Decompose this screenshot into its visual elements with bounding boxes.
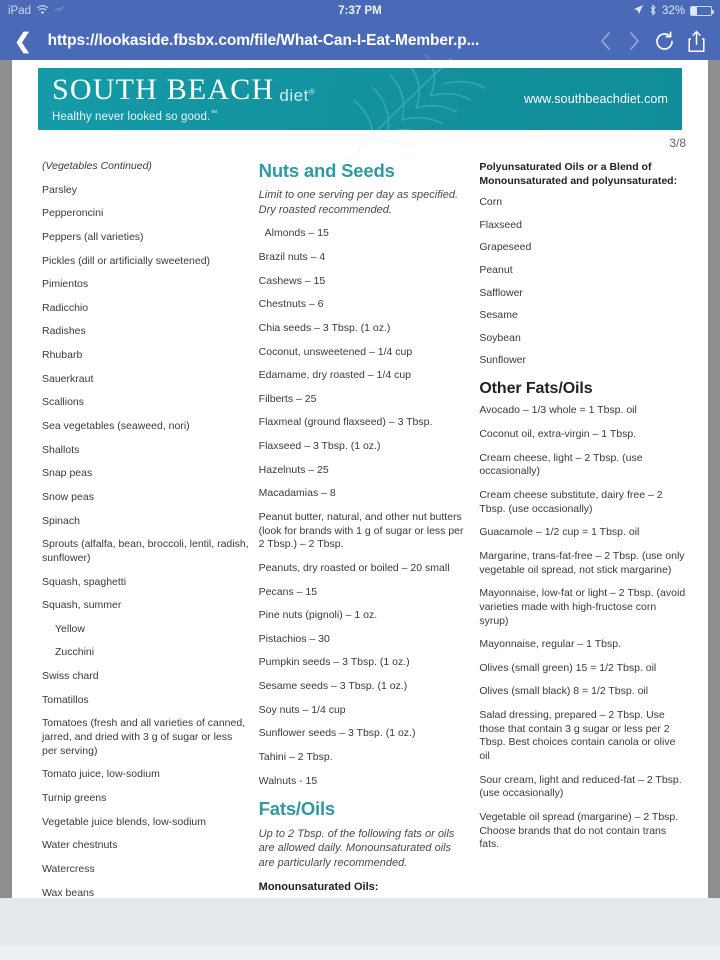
list-item: Chestnuts – 6 (258, 298, 324, 311)
list-item: Mayonnaise, regular – 1 Tbsp. (479, 638, 621, 651)
viewport-bottom-band (0, 946, 720, 960)
ios-status-bar (0, 0, 720, 22)
list-item: Soy nuts – 1/4 cup (258, 703, 346, 716)
bluetooth-icon (649, 4, 657, 19)
network-activity-icon (54, 5, 65, 17)
list-item: Pimientos (42, 278, 89, 291)
column-vegetables (42, 160, 259, 910)
list-item: Pine nuts (pignoli) – 1 oz. (258, 609, 378, 622)
browser-toolbar (0, 22, 720, 60)
list-item: Squash, summer (42, 599, 122, 612)
list-item: Almonds – 15 (264, 227, 329, 240)
list-item: Sprouts (alfalfa, bean, broccoli, lentil, radish, sunflower) (42, 538, 249, 564)
list-item: Vegetable juice blends, low-sodium (42, 815, 207, 828)
list-item: Flaxseed – 3 Tbsp. (1 oz.) (258, 440, 381, 453)
list-item: Corn (479, 195, 503, 208)
list-item: Vegetable oil spread (margarine) – 2 Tbsp. Choose brands that do not contain trans fats. (479, 810, 679, 851)
list-item: Sea vegetables (seaweed, nori) (42, 420, 190, 433)
list-item: Sour cream, light and reduced-fat – 2 Tbsp. (use occasionally) (479, 773, 682, 800)
list-item: Sesame seeds – 3 Tbsp. (1 oz.) (258, 680, 408, 693)
list-item: Pepperoncini (42, 207, 104, 220)
nav-back-button[interactable] (598, 30, 614, 52)
list-item: Coconut, unsweetened – 1/4 cup (258, 345, 413, 358)
list-item: Pumpkin seeds – 3 Tbsp. (1 oz.) (258, 656, 410, 669)
list-item: Mayonnaise, low-fat or light – 2 Tbsp. (avoid varieties made with high-fructose corn syrup) (479, 587, 686, 627)
app-back-button[interactable]: ❮ (14, 29, 32, 53)
list-item: Salad dressing, prepared – 2 Tbsp. Use those that contain 3 g sugar or less per 2 Tbsp. Best choices contain canola or olive oil (479, 709, 676, 763)
list-item: Guacamole – 1/2 cup = 1 Tbsp. oil (479, 526, 640, 539)
list-item: Peppers (all varieties) (42, 230, 144, 243)
brand-subname: diet® (279, 86, 316, 106)
list-item: Snow peas (42, 490, 94, 503)
list-item: Tomato juice, low-sodium (42, 768, 160, 781)
list-item: Squash, spaghetti (42, 575, 127, 588)
page-right-rail (708, 60, 720, 898)
list-item: Filberts – 25 (258, 392, 317, 405)
list-item: Soybean (479, 331, 521, 344)
fats-oils-intro: Up to 2 Tbsp. of the following fats or oils are allowed daily. Monounsaturated oils are particularly recommended. (258, 827, 455, 869)
list-item: Avocado – 1/3 whole = 1 Tbsp. oil (479, 404, 637, 417)
list-item: Rhubarb (42, 349, 83, 362)
list-item: Water chestnuts (42, 839, 118, 852)
list-item: Cream cheese, light – 2 Tbsp. (use occasionally) (479, 451, 643, 478)
list-item: Wax beans (42, 886, 95, 899)
page-indicator: 3/8 (669, 136, 686, 150)
wifi-icon (36, 5, 49, 18)
list-item: Sunflower (479, 354, 527, 367)
list-item: Flaxmeal (ground flaxseed) – 3 Tbsp. (258, 416, 433, 429)
brand-name: SOUTH BEACH (52, 73, 275, 107)
list-item: Tomatillos (42, 693, 89, 706)
address-bar[interactable]: https://lookaside.fbsbx.com/file/What-Can-I-Eat-Member.p... (47, 32, 480, 49)
list-item: Hazelnuts – 25 (258, 463, 329, 476)
list-item: Pecans – 15 (258, 585, 318, 598)
brand-lockup (38, 75, 315, 123)
list-item: Cream cheese substitute, dairy free – 2 Tbsp. (use occasionally) (479, 489, 663, 515)
list-item: Grapeseed (479, 241, 532, 254)
list-item: Tomatoes (fresh and all varieties of canned, jarred, and dried with 3 g of sugar or less per serving) (42, 717, 246, 757)
list-item: Tahini – 2 Tbsp. (258, 751, 333, 764)
list-item: Macadamias – 8 (258, 487, 336, 500)
list-item: Zucchini (55, 646, 95, 659)
pdf-page (12, 60, 708, 898)
list-item: Parsley (42, 183, 78, 196)
list-item: Spinach (42, 514, 80, 527)
list-item: Sesame (479, 309, 518, 322)
list-item: Margarine, trans-fat-free – 2 Tbsp. (use only vegetable oil spread, not stick margarine) (479, 549, 685, 576)
list-item: Pickles (dill or artificially sweetened) (42, 254, 211, 267)
brand-website: www.southbeachdiet.com (524, 92, 668, 106)
vegetables-continued-heading: (Vegetables Continued) (42, 160, 152, 172)
reload-icon[interactable] (654, 31, 675, 52)
list-item: Chia seeds – 3 Tbsp. (1 oz.) (258, 321, 391, 334)
list-item: Radishes (42, 325, 86, 338)
column-nuts-seeds-fats (259, 160, 480, 949)
list-item: Swiss chard (42, 670, 99, 683)
list-item: Scallions (42, 396, 85, 409)
section-heading-nuts-and-seeds: Nuts and Seeds (258, 160, 395, 181)
list-item: Cashews – 15 (258, 274, 326, 287)
column-oils (479, 160, 686, 862)
nav-forward-button[interactable] (626, 30, 642, 52)
list-item: Turnip greens (42, 791, 107, 804)
list-item: Pistachios – 30 (258, 632, 330, 645)
list-item: Edamame, dry roasted – 1/4 cup (258, 369, 412, 382)
list-item: Coconut oil, extra-virgin – 1 Tbsp. (479, 428, 637, 441)
list-item: Yellow (55, 622, 85, 635)
subhead-monounsaturated-oils: Monounsaturated Oils: (258, 881, 379, 894)
list-item: Olives (small green) 15 = 1/2 Tbsp. oil (479, 661, 657, 674)
section-heading-fats-oils: Fats/Oils (258, 798, 336, 820)
status-bar-clock: 7:37 PM (338, 5, 382, 17)
list-item: Olives (small black) 8 = 1/2 Tbsp. oil (479, 685, 649, 698)
list-item: Peanuts, dry roasted or boiled – 20 small (258, 561, 450, 574)
pdf-viewport[interactable] (0, 60, 720, 960)
subhead-polyunsaturated-oils: Polyunsaturated Oils or a Blend of Monounsaturated and polyunsaturated: (479, 161, 678, 188)
location-arrow-icon (633, 4, 644, 18)
status-bar-left (8, 5, 65, 18)
list-item: Walnuts - 15 (258, 774, 318, 787)
share-icon[interactable] (687, 30, 706, 53)
section-heading-other-fats-oils: Other Fats/Oils (479, 380, 593, 398)
list-item: Shallots (42, 443, 80, 456)
nuts-and-seeds-intro: Limit to one serving per day as specified. Dry roasted recommended. (258, 189, 458, 216)
brand-tagline: Healthy never looked so good.™ (52, 110, 218, 123)
list-item: Radicchio (42, 301, 89, 314)
list-item: Brazil nuts – 4 (258, 250, 326, 263)
content-columns (12, 150, 708, 949)
list-item: Watercress (42, 862, 95, 875)
list-item: Flaxseed (479, 218, 522, 231)
list-item: Snap peas (42, 467, 93, 480)
list-item: Safflower (479, 286, 523, 299)
viewport-gray-band (0, 898, 720, 946)
battery-percent-label: 32% (661, 5, 685, 17)
list-item: Sauerkraut (42, 372, 94, 385)
device-label: iPad (8, 5, 32, 17)
battery-icon (690, 6, 712, 16)
south-beach-diet-banner (38, 68, 682, 130)
list-item: Sunflower seeds – 3 Tbsp. (1 oz.) (258, 727, 416, 740)
list-item: Peanut butter, natural, and other nut butters (look for brands with 1 g of sugar or less per 2 Tbsp.) – 2 Tbsp. (258, 510, 464, 551)
list-item: Peanut (479, 263, 513, 276)
page-left-rail (0, 60, 12, 898)
status-bar-right (633, 4, 712, 19)
